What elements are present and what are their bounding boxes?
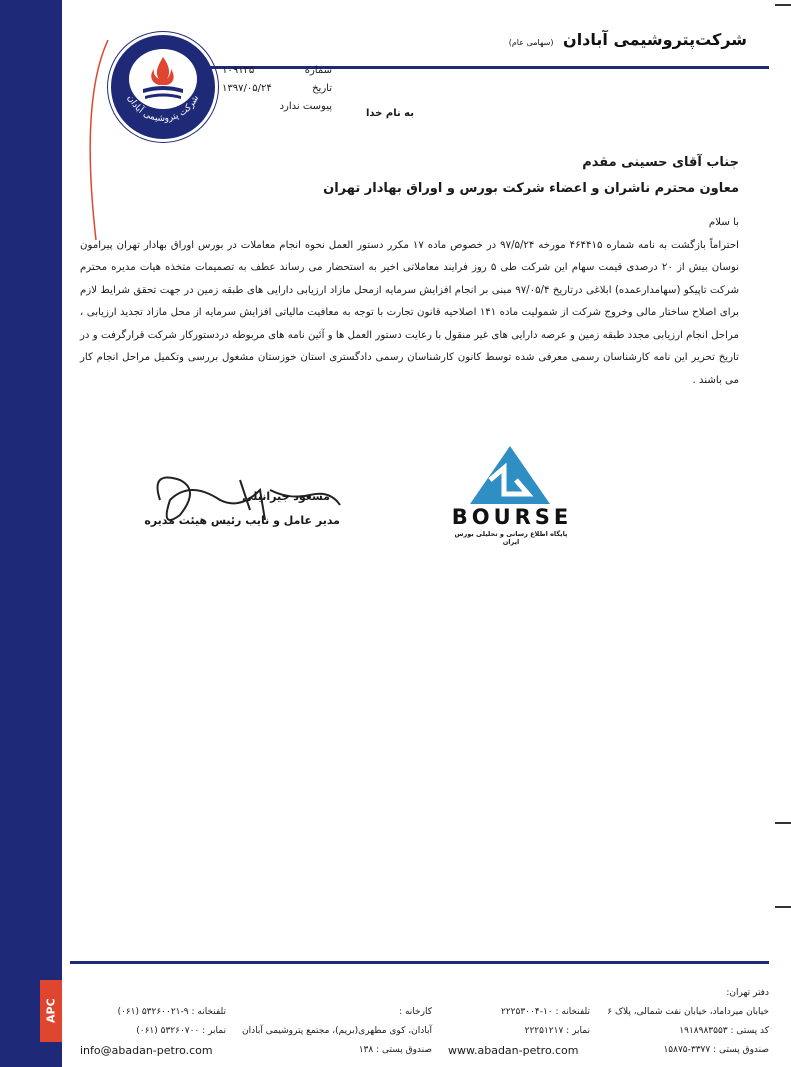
scan-edge-mark [775,822,791,824]
date-label: تاریخ [312,83,332,94]
signatory-name: مسعود جیرانیلی [242,490,330,503]
company-type: (سهامی عام) [508,38,554,47]
plant-phone: تلفنخانه : ۹-۵۳۲۶۰۰۲۱ (۰۶۱) [117,1007,226,1017]
addressee-title: معاون محترم ناشران و اعضاء شرکت بورس و اوراق بهادار تهران [323,181,739,196]
apc-badge: APC [40,980,62,1042]
side-band [0,0,62,1067]
email-link[interactable]: info@abadan-petro.com [80,1044,213,1057]
bourse-wordmark: BOURSE [451,505,573,529]
basmala: به نام خدا [365,108,415,119]
scan-edge-mark [775,4,791,6]
website-link[interactable]: www.abadan-petro.com [448,1044,579,1057]
bourse-caption: پایگاه اطلاع رسانی و تحلیلی بورس ایران [454,530,568,546]
letter-body [80,212,739,392]
signatory-title: مدیر عامل و نایب رئیس هیئت مدیره [144,514,340,527]
office-phone: تلفنخانه : ۱۰-۲۲۲۵۳۰۰۴ [501,1007,590,1017]
office-title: دفتر تهران: [726,988,769,998]
office-postal: کد پستی : ۱۹۱۸۹۸۳۵۵۳ [679,1026,769,1036]
addressee [259,150,739,202]
addressee-name: جناب آقای حسینی مقدم [582,155,739,170]
number-label: شماره [304,65,332,76]
date-value: ۱۳۹۷/۰۵/۲۴ [222,83,272,94]
logo-ring-text [111,35,215,139]
greeting: با سلام [708,217,739,228]
plant-pobox: صندوق پستی : ۱۳۸ [358,1045,432,1055]
scan-edge-mark [775,906,791,908]
company-name-text: شرکت‌پتروشیمی آبادان [563,30,747,49]
office-fax: نمابر : ۲۲۲۵۱۲۱۷ [524,1026,590,1036]
tehran-phones [440,1003,590,1041]
company-name [447,30,747,49]
office-pobox: صندوق پستی : ۳۳۷۷-۱۵۸۷۵ [663,1045,769,1055]
plant-title: کارخانه : [399,1007,432,1017]
plant-info [232,1003,432,1060]
footer-rule [70,961,769,964]
letter-meta [222,62,332,116]
svg-text:شرکت پتروشیمی آبادان: شرکت پتروشیمی آبادان [124,93,202,124]
plant-phones [76,1003,226,1041]
company-logo [108,32,218,142]
body-paragraph: احتراماً بازگشت به نامه شماره ۴۶۴۴۱۵ مورخه ۹۷/۵/۲۴ در خصوص ماده ۱۷ مکرر دستور العمل نحوه انجام معاملات در بورس اوراق بهادار تهران پیرامون نوسان بیش از ۲۰ درصدی قیمت سهام این شرکت طی ۵ روز فرایند معاملاتی اخیر به استحضار می رساند عطف به تصمیمات متخذه هیات مدیره محترم شرکت تاپیکو (سهامدارعمده) ابلاغی درتاریخ ۹۷/۰۵/۴ مبنی بر انجام افزایش سرمایه ازمحل مازاد ارزیابی دارایی های طبقه زمین در جهت تحقق شرایط لازم برای اصلاح ساختار مالی وخروج شرکت از شمولیت ماده ۱۴۱ اصلاحیه قانون تجارت با توجه به معافیت مالیاتی افزایش سرمایه از محل مازاد تجدید ارزیابی ، مراحل انجام ارزیابی مجدد طبقه زمین و عرصه دارایی های غیر منقول با رعایت دستور العمل ها و آئین نامه های مربوطه دردستورکار شرکت قرارگرفت و در تاریخ تحریر این نامه کارشناسان رسمی معرفی شده توسط کانون کارشناسان رسمی دادگستری استان خوزستان مشغول بررسی وتکمیل مراحل انجام کار می باشند . [80,239,740,386]
plant-address: آبادان، کوی مطهری(بریم)، مجتمع پتروشیمی آبادان [241,1026,432,1036]
plant-fax: نمابر : ۵۳۲۶۰۷۰۰ (۰۶۱) [136,1026,226,1036]
number-value: ۱۰۹۱۳۵ [222,65,255,76]
handwritten-signature [140,460,360,550]
office-address: خیابان میرداماد، خیابان نفت شمالی، پلاک ۶ [607,1007,769,1017]
attachment-note: پیوست ندارد [279,101,332,112]
decorative-curve [60,40,120,240]
